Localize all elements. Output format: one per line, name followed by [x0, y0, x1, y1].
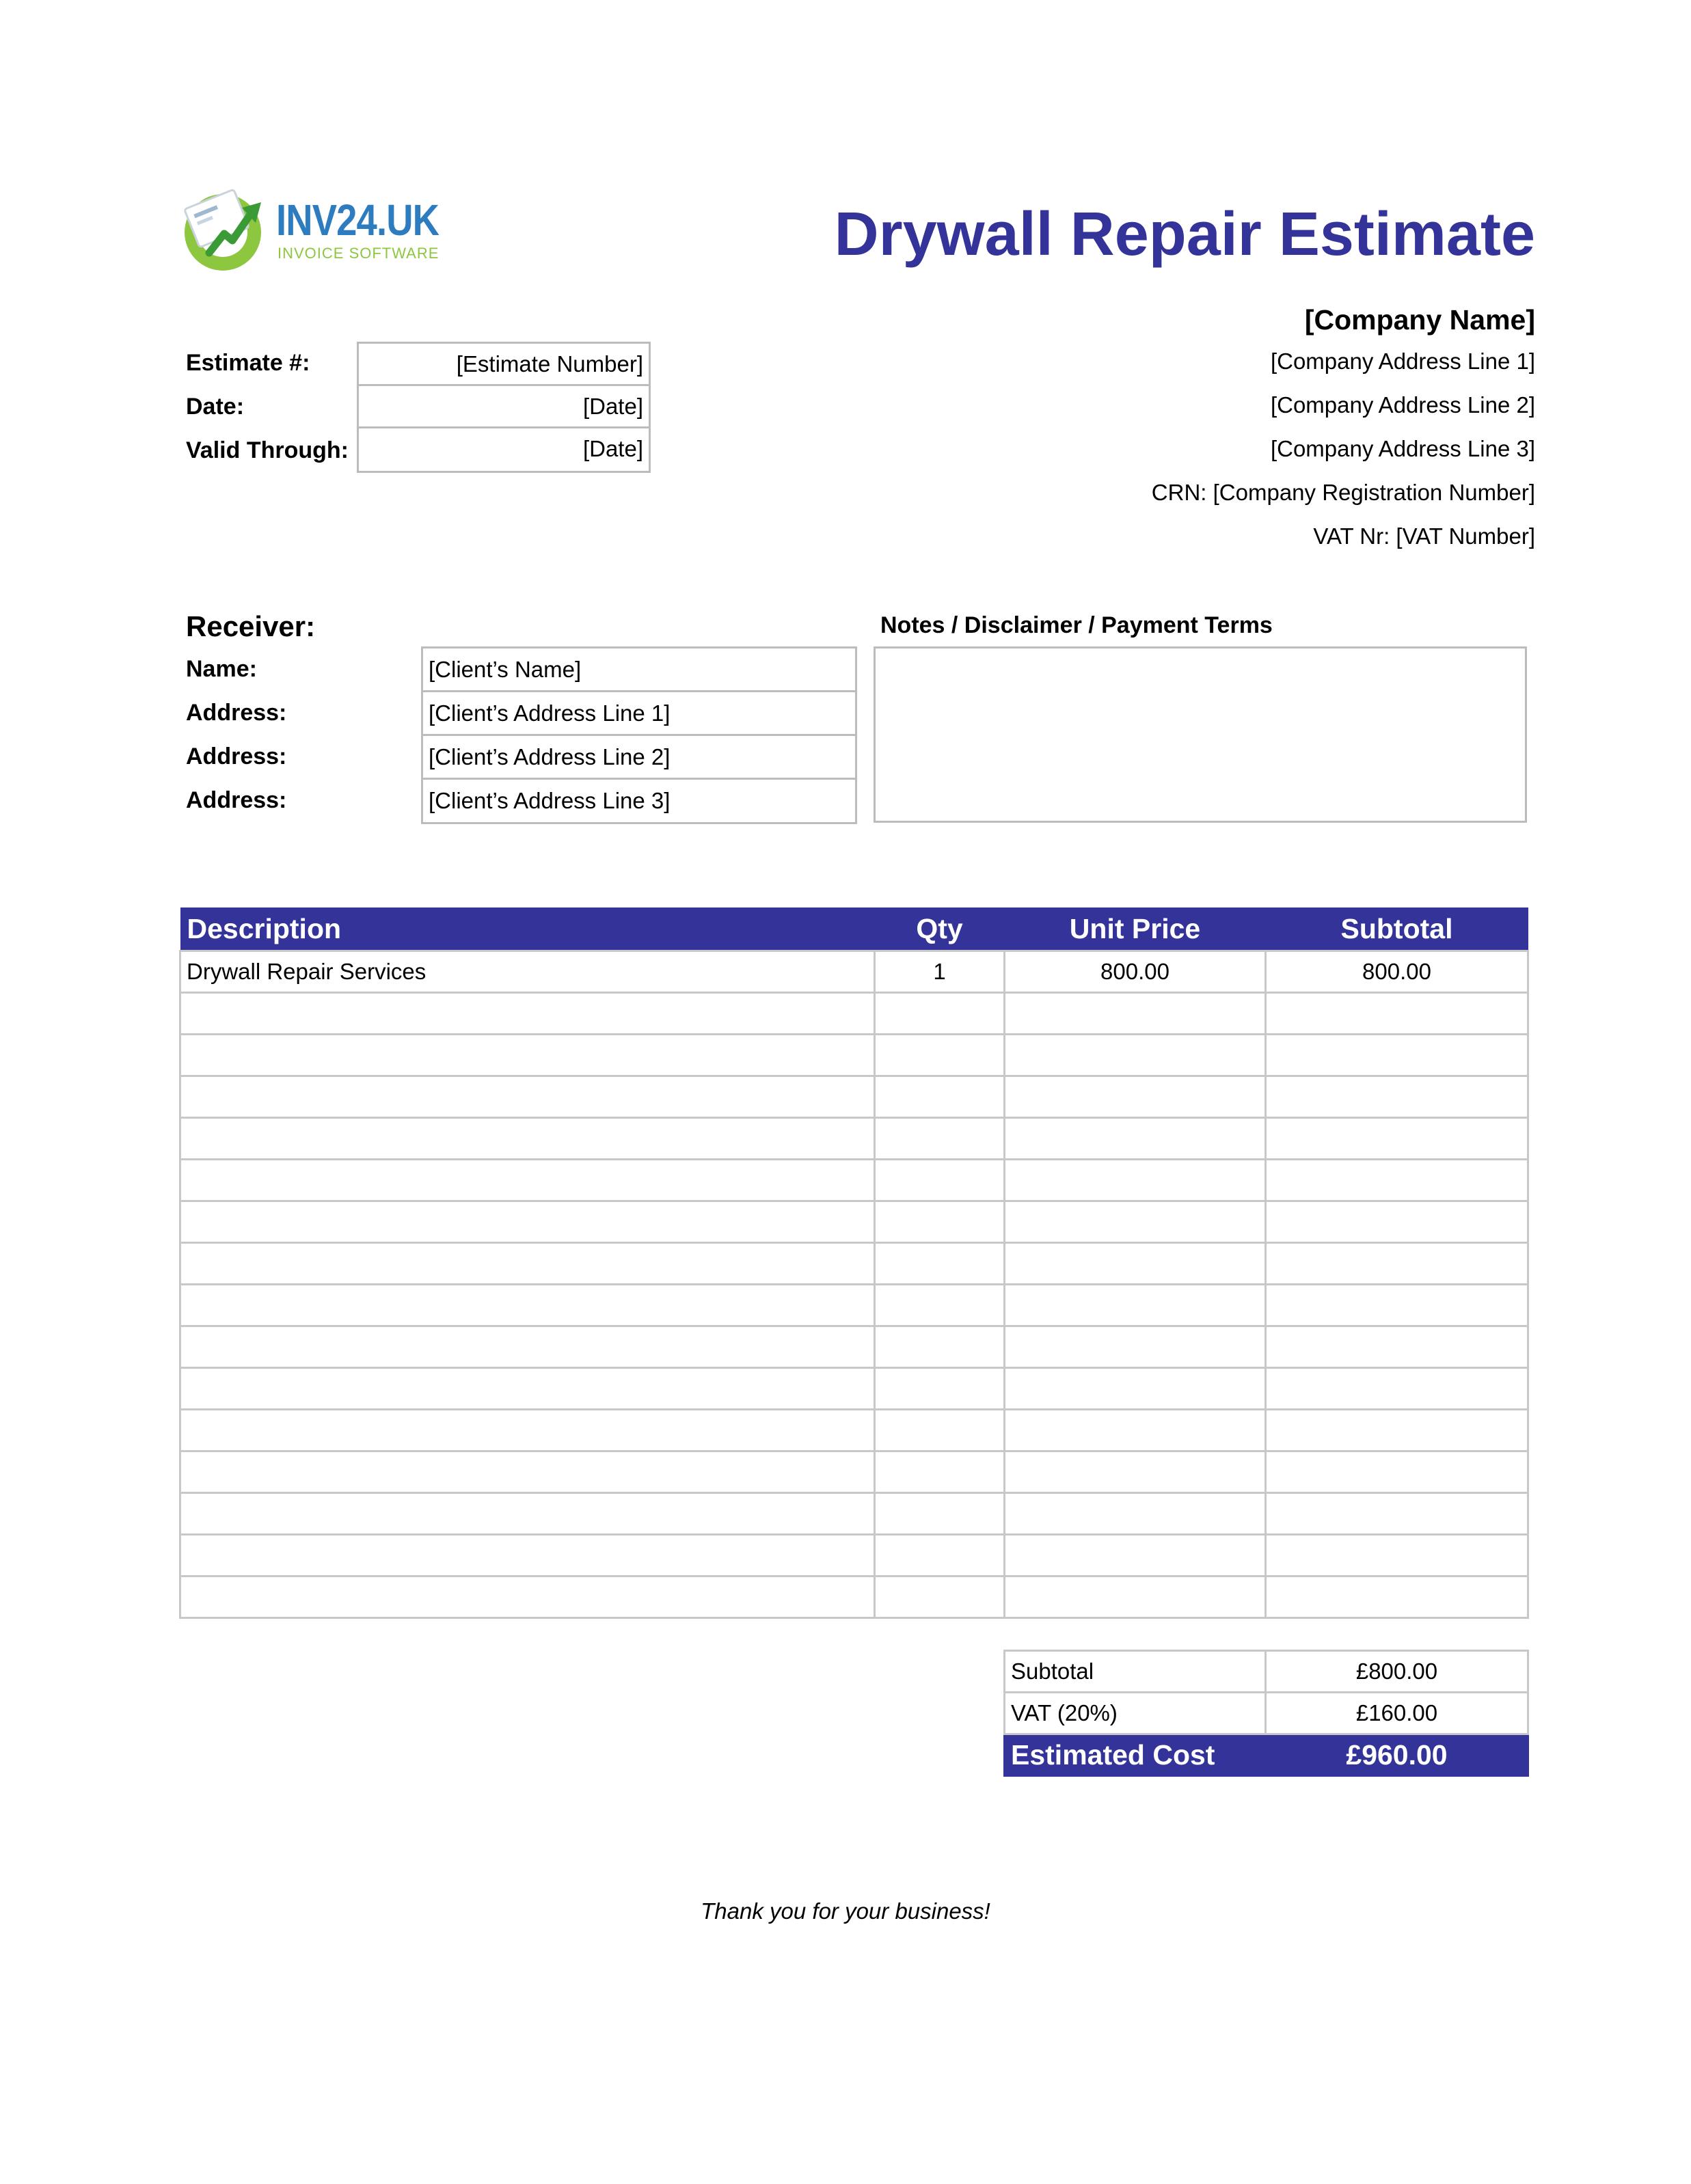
qty-cell[interactable] — [875, 1285, 1005, 1326]
estimated-cost-row — [1005, 1734, 1528, 1776]
vat-label: VAT (20%) — [1005, 1693, 1266, 1734]
description-cell[interactable] — [180, 1451, 875, 1493]
client-address-line-1-field[interactable]: [Client’s Address Line 1] — [423, 692, 855, 736]
unit-price-cell[interactable] — [1005, 1118, 1266, 1160]
qty-cell[interactable] — [875, 1493, 1005, 1535]
table-row — [180, 1451, 1528, 1493]
subtotal-label: Subtotal — [1005, 1651, 1266, 1693]
qty-cell[interactable]: 1 — [875, 951, 1005, 993]
vat-row — [1005, 1693, 1528, 1734]
unit-price-cell[interactable] — [1005, 1368, 1266, 1410]
description-cell[interactable] — [180, 1118, 875, 1160]
subtotal-cell[interactable] — [1266, 1493, 1528, 1535]
description-cell[interactable] — [180, 1285, 875, 1326]
valid-through-label: Valid Through: — [186, 437, 349, 463]
subtotal-cell[interactable] — [1266, 1243, 1528, 1285]
valid-through-field[interactable]: [Date] — [582, 436, 643, 461]
qty-cell[interactable] — [875, 1243, 1005, 1285]
table-row — [180, 1576, 1528, 1618]
qty-cell[interactable] — [875, 1410, 1005, 1451]
table-row — [180, 1535, 1528, 1576]
company-logo — [182, 187, 455, 276]
unit-price-cell[interactable] — [1005, 1326, 1266, 1368]
description-cell[interactable] — [180, 1160, 875, 1201]
estimate-info-box — [357, 342, 651, 473]
unit-price-cell[interactable] — [1005, 1410, 1266, 1451]
qty-cell[interactable] — [875, 1326, 1005, 1368]
receiver-heading: Receiver: — [186, 610, 316, 642]
client-name-field[interactable]: [Client’s Name] — [423, 649, 855, 692]
unit-price-cell[interactable] — [1005, 1201, 1266, 1243]
qty-cell[interactable] — [875, 1160, 1005, 1201]
company-vat: VAT Nr: [VAT Number] — [1313, 523, 1535, 549]
table-row — [180, 1285, 1528, 1326]
line-items-body — [180, 951, 1528, 1618]
unit-price-cell[interactable] — [1005, 1451, 1266, 1493]
company-name: [Company Name] — [1304, 304, 1535, 336]
unit-price-cell[interactable]: 800.00 — [1005, 951, 1266, 993]
description-cell[interactable] — [180, 1576, 875, 1618]
description-cell[interactable] — [180, 993, 875, 1035]
qty-cell[interactable] — [875, 1368, 1005, 1410]
subtotal-cell[interactable] — [1266, 1035, 1528, 1076]
receiver-box — [421, 646, 857, 824]
table-row — [180, 1160, 1528, 1201]
description-cell[interactable] — [180, 1035, 875, 1076]
table-header-row — [180, 907, 1528, 951]
column-header-subtotal: Subtotal — [1266, 907, 1528, 951]
estimated-cost-value: £960.00 — [1266, 1734, 1528, 1776]
column-header-description: Description — [180, 907, 875, 951]
qty-cell[interactable] — [875, 1118, 1005, 1160]
table-row — [180, 1035, 1528, 1076]
table-row — [180, 1201, 1528, 1243]
unit-price-cell[interactable] — [1005, 1160, 1266, 1201]
subtotal-cell[interactable] — [1266, 1535, 1528, 1576]
receiver-address-label-2: Address: — [186, 743, 287, 769]
date-field[interactable]: [Date] — [359, 386, 649, 428]
description-cell[interactable] — [180, 1410, 875, 1451]
table-row — [180, 951, 1528, 993]
description-cell[interactable] — [180, 1201, 875, 1243]
subtotal-row — [1005, 1651, 1528, 1693]
table-row — [180, 1410, 1528, 1451]
logo-subtitle: INVOICE SOFTWARE — [278, 245, 439, 262]
subtotal-cell[interactable] — [1266, 1076, 1528, 1118]
receiver-address-label-3: Address: — [186, 787, 287, 813]
subtotal-cell[interactable] — [1266, 1410, 1528, 1451]
company-address-line-2: [Company Address Line 2] — [1270, 392, 1535, 418]
logo-graph-icon — [182, 187, 271, 276]
qty-cell[interactable] — [875, 993, 1005, 1035]
client-address-line-3-field[interactable]: [Client’s Address Line 3] — [429, 788, 671, 813]
qty-cell[interactable] — [875, 1576, 1005, 1618]
table-row — [180, 1326, 1528, 1368]
estimate-number-field[interactable]: [Estimate Number] — [359, 344, 649, 386]
vat-value: £160.00 — [1266, 1693, 1528, 1734]
subtotal-cell[interactable] — [1266, 1368, 1528, 1410]
subtotal-cell[interactable] — [1266, 1326, 1528, 1368]
description-cell[interactable]: Drywall Repair Services — [180, 951, 875, 993]
thank-you-note: Thank you for your business! — [701, 1898, 990, 1924]
unit-price-cell[interactable] — [1005, 1535, 1266, 1576]
table-row — [180, 1118, 1528, 1160]
line-items-table — [179, 907, 1529, 1619]
column-header-qty: Qty — [875, 907, 1005, 951]
unit-price-cell[interactable] — [1005, 1285, 1266, 1326]
estimated-cost-label: Estimated Cost — [1005, 1734, 1266, 1776]
document-title: Drywall Repair Estimate — [834, 200, 1535, 269]
receiver-address-label-1: Address: — [186, 700, 287, 726]
description-cell[interactable] — [180, 1493, 875, 1535]
qty-cell[interactable] — [875, 1451, 1005, 1493]
client-address-line-2-field[interactable]: [Client’s Address Line 2] — [423, 736, 855, 780]
qty-cell[interactable] — [875, 1535, 1005, 1576]
subtotal-cell[interactable] — [1266, 1118, 1528, 1160]
subtotal-cell[interactable]: 800.00 — [1266, 951, 1528, 993]
receiver-name-label: Name: — [186, 656, 257, 682]
column-header-unit-price: Unit Price — [1005, 907, 1266, 951]
description-cell[interactable] — [180, 1326, 875, 1368]
company-address-line-1: [Company Address Line 1] — [1270, 349, 1535, 374]
totals-table — [1003, 1650, 1529, 1777]
logo-text: INV24.UK — [276, 195, 439, 245]
subtotal-cell[interactable] — [1266, 1160, 1528, 1201]
table-row — [180, 1076, 1528, 1118]
notes-field[interactable] — [874, 646, 1527, 823]
qty-cell[interactable] — [875, 1201, 1005, 1243]
subtotal-cell[interactable] — [1266, 1201, 1528, 1243]
table-row — [180, 1493, 1528, 1535]
table-row — [180, 1368, 1528, 1410]
unit-price-cell[interactable] — [1005, 1076, 1266, 1118]
unit-price-cell[interactable] — [1005, 993, 1266, 1035]
table-row — [180, 1243, 1528, 1285]
subtotal-value: £800.00 — [1266, 1651, 1528, 1693]
qty-cell[interactable] — [875, 1076, 1005, 1118]
unit-price-cell[interactable] — [1005, 1035, 1266, 1076]
description-cell[interactable] — [180, 1076, 875, 1118]
company-crn: CRN: [Company Registration Number] — [1151, 480, 1535, 505]
estimate-number-label: Estimate #: — [186, 350, 310, 376]
table-row — [180, 993, 1528, 1035]
notes-heading: Notes / Disclaimer / Payment Terms — [880, 612, 1273, 638]
subtotal-cell[interactable] — [1266, 993, 1528, 1035]
company-address-line-3: [Company Address Line 3] — [1270, 436, 1535, 461]
unit-price-cell[interactable] — [1005, 1493, 1266, 1535]
subtotal-cell[interactable] — [1266, 1576, 1528, 1618]
description-cell[interactable] — [180, 1535, 875, 1576]
description-cell[interactable] — [180, 1368, 875, 1410]
unit-price-cell[interactable] — [1005, 1243, 1266, 1285]
unit-price-cell[interactable] — [1005, 1576, 1266, 1618]
description-cell[interactable] — [180, 1243, 875, 1285]
qty-cell[interactable] — [875, 1035, 1005, 1076]
subtotal-cell[interactable] — [1266, 1285, 1528, 1326]
date-label: Date: — [186, 394, 245, 420]
subtotal-cell[interactable] — [1266, 1451, 1528, 1493]
